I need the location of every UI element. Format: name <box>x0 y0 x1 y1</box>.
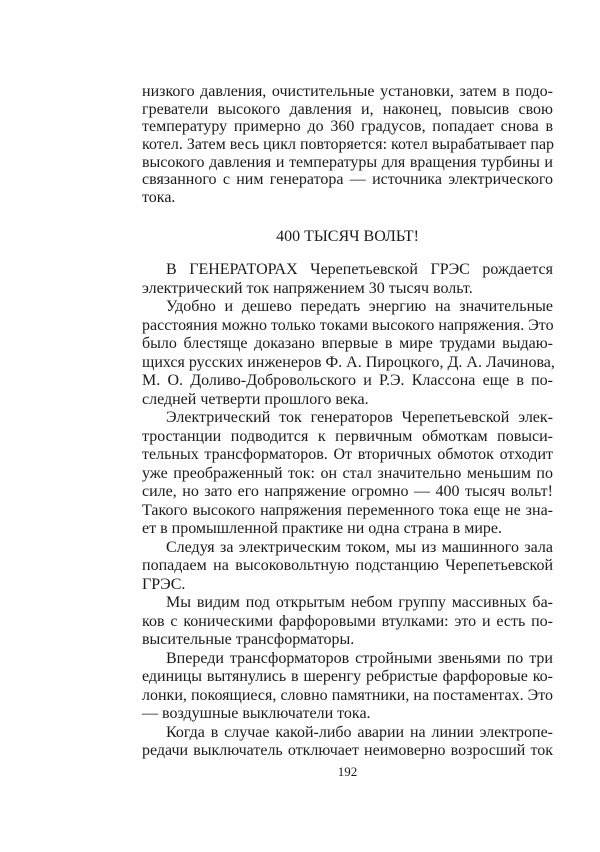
text-line: тока. <box>142 189 176 207</box>
text-line: было блестяще доказано впервые в мире трудами выдаю- <box>142 335 553 352</box>
text-line: Когда в случае какой-либо аварии на линии электропе- <box>166 723 553 741</box>
text-line: высительные трансформаторы. <box>142 631 355 648</box>
text-line: низкого давления, очистительные установки, затем в подо- <box>142 83 553 100</box>
text-line: — воздушные выключатели тока. <box>142 705 371 722</box>
text-line: Электрический ток генераторов Черепетьевской элек- <box>166 409 553 426</box>
text-line: лонки, покоящиеся, словно памятники, на постаментах. Это <box>142 686 553 704</box>
paragraph <box>142 409 553 539</box>
text-line: Впереди трансформаторов стройными звеньями по три <box>166 649 553 667</box>
text-line: тельных трансформаторов. От вторичных обмоток отходит <box>142 446 553 463</box>
text-line: ет в промышленной практике ни одна страна в мире. <box>142 520 502 537</box>
text-line: расстояния можно только токами высокого напряжения. Это <box>142 316 554 334</box>
text-line: Следуя за электрическим током, мы из машинного зала <box>166 538 553 556</box>
text-line: В ГЕНЕРАТОРАХ Черепетьевской ГРЭС рождается <box>166 261 553 278</box>
text-line: М. О. Доливо-Добровольского и Р.Э. Классона еще в по- <box>142 372 553 389</box>
paragraph <box>142 261 553 298</box>
text-line: связанного с ним генератора — источника электрического <box>142 171 553 189</box>
text-line: греватели высокого давления и, наконец, повысив свою <box>142 100 553 118</box>
paragraph <box>142 724 553 761</box>
text-line: уже преображенный ток: он стал значительно меньшим по <box>142 464 553 482</box>
text-section-top <box>142 83 553 207</box>
paragraph <box>142 594 553 650</box>
text-line: ГРЭС. <box>142 575 186 593</box>
text-line: редачи выключатель отключает неимоверно возросший ток <box>142 742 553 759</box>
paragraph <box>142 650 553 724</box>
paragraph <box>142 539 553 595</box>
text-line: ков с коническими фарфоровыми втулками: это и есть по- <box>142 612 553 630</box>
paragraph <box>142 83 553 207</box>
page-number: 192 <box>337 764 358 779</box>
text-line: силе, но зато его напряжение огромно — 400 тысяч вольт! <box>142 483 553 500</box>
text-line: электрический ток напряжением 30 тысяч вольт. <box>142 279 473 297</box>
text-line: температуру примерно до 360 градусов, попадает снова в <box>142 118 553 136</box>
text-line: следней четверти прошлого века. <box>142 390 369 408</box>
section-heading: 400 ТЫСЯЧ ВОЛЬТ! <box>276 228 419 245</box>
text-section-main <box>142 261 553 761</box>
text-line: Мы видим под открытым небом группу массивных ба- <box>166 594 553 611</box>
text-line: Такого высокого напряжения переменного тока еще не зна- <box>142 501 553 519</box>
text-line: Удобно и дешево передать энергию на значительные <box>166 298 553 315</box>
paragraph <box>142 298 553 409</box>
text-line: попадаем на высоковольтную подстанцию Черепетьевской <box>142 557 553 574</box>
text-line: единицы вытянулись в шеренгу ребристые фарфоровые ко- <box>142 668 553 685</box>
text-line: тростанции подводится к первичным обмоткам повыси- <box>142 427 553 445</box>
text-line: высокого давления и температуры для вращения турбины и <box>142 153 553 171</box>
text-line: щихся русских инженеров Ф. А. Пироцкого, Д. А. Лачинова, <box>142 353 555 371</box>
text-line: котел. Затем весь цикл повторяется: котел вырабатывает пар <box>142 136 555 154</box>
